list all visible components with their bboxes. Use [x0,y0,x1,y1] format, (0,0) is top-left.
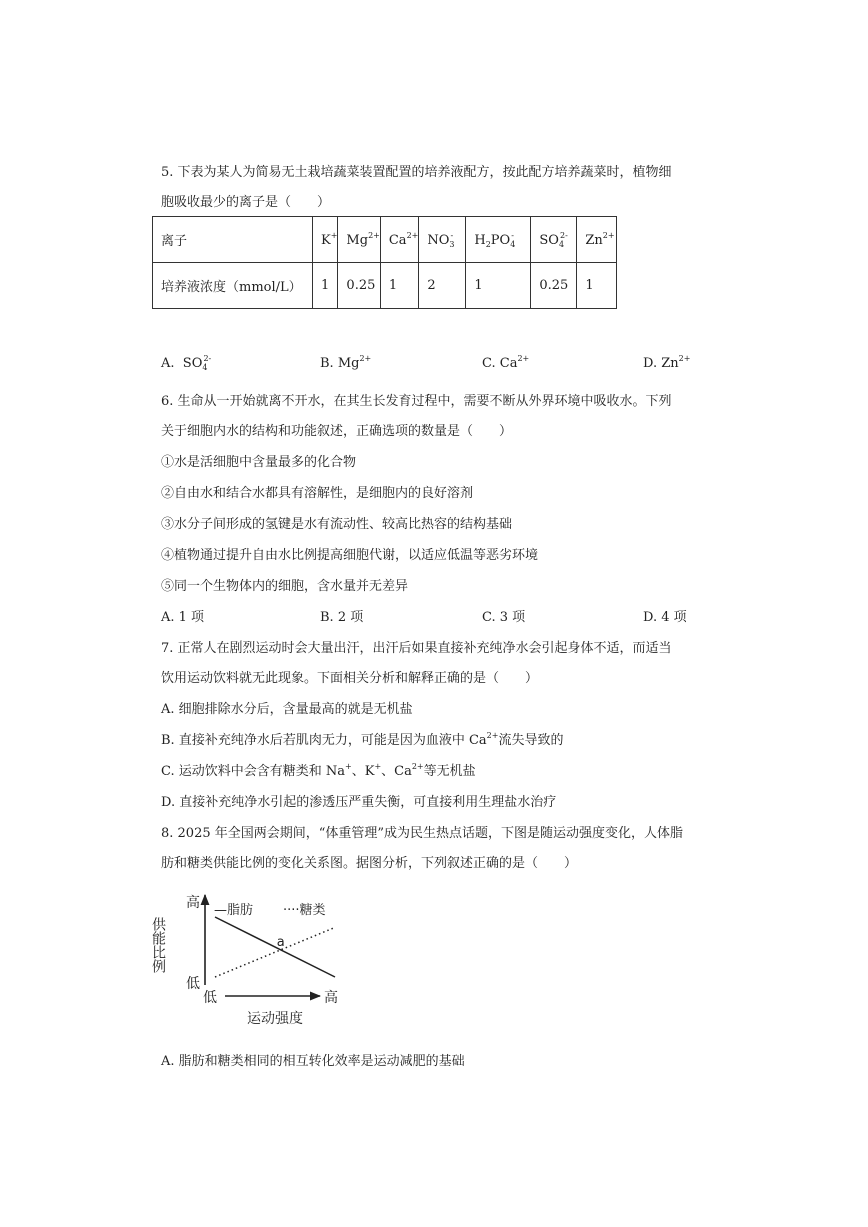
q8-option-a: A. 脂肪和糖类相同的相互转化效率是运动减肥的基础 [161,1054,465,1069]
legend-sugar: ····糖类 [283,903,326,918]
q7-option-a: A. 细胞排除水分后，含量最高的就是无机盐 [161,702,413,717]
plot-area [215,917,335,977]
table-cell: $Mg^{2+}$ [338,217,380,263]
table-cell: $Zn^{2+}$ [577,217,617,263]
q6-option-b: B. 2 项 [320,610,364,625]
q7-option-c: C. 运动饮料中会含有糖类和 Na+、K+、$Ca^{2+}$等无机盐 [161,762,476,779]
x-high-label: 高 [324,990,338,1006]
q6-item: ③水分子间形成的氢键是水有流动性、较高比热容的结构基础 [161,517,513,532]
q6-stem-line2: 关于细胞内水的结构和功能叙述，正确选项的数量是（ ） [161,424,513,439]
q7-option-b: B. 直接补充纯净水后若肌肉无力，可能是因为血液中 $Ca^{2+}$流失导致的 [161,731,564,748]
table-cell: 1 [313,263,338,309]
q5-option-d: D. $Zn^{2+}$ [643,354,691,371]
q7-stem-line2: 饮用运动饮料就无此现象。下面相关分析和解释正确的是（ ） [161,671,539,686]
table-cell: $Ca^{2+}$ [380,217,419,263]
intersection-label: a [276,934,285,950]
q6-item: ④植物通过提升自由水比例提高细胞代谢，以适应低温等恶劣环境 [161,548,539,563]
q6-option-c: C. 3 项 [482,610,526,625]
q6-stem-line1: 6. 生命从一开始就离不开水，在其生长发育过程中，需要不断从外界环境中吸收水。下列 [161,394,672,409]
table-cell: 1 [466,263,531,309]
q5-stem-line1: 5. 下表为某人为简易无土栽培蔬菜装置配置的培养液配方，按此配方培养蔬菜时，植物细 [161,165,672,180]
table-cell: 培养液浓度（mmol/L） [153,263,313,309]
table-cell: 2 [419,263,466,309]
series-line-sugar [215,927,335,977]
q5-option-b: B. $Mg^{2+}$ [320,354,372,371]
y-low-label: 低 [186,976,200,992]
ion-table [152,216,617,309]
table-cell: $H_2PO_4^-$ [466,217,531,263]
q6-item: ⑤同一个生物体内的细胞，含水量并无差异 [161,579,409,594]
table-row [153,217,617,263]
table-row [153,263,617,309]
table-cell: 1 [380,263,419,309]
x-low-label: 低 [203,990,217,1006]
table-cell: 离子 [153,217,313,263]
table-cell: 0.25 [338,263,380,309]
table-cell: K+ [313,217,338,263]
q5-option-c: C. $Ca^{2+}$ [482,354,530,371]
q8-stem-line1: 8. 2025 年全国两会期间，“体重管理”成为民生热点话题，下图是随运动强度变化，人体脂 [161,826,684,841]
legend-fat: —脂肪 [214,903,254,918]
q7-stem-line1: 7. 正常人在剧烈运动时会大量出汗，出汗后如果直接补充纯净水会引起身体不适，而适当 [161,641,672,656]
q8-stem-line2: 肪和糖类供能比例的变化关系图。据图分析，下列叙述正确的是（ ） [161,856,578,871]
table-cell: $SO_4^{2-}$ [531,217,577,263]
q6-option-d: D. 4 项 [643,610,687,625]
q5-stem-line2: 胞吸收最少的离子是（ ） [161,195,331,210]
energy-ratio-chart [150,885,380,1035]
y-high-label: 高 [186,895,200,911]
table-cell: $NO_3^-$ [419,217,466,263]
table-cell: 0.25 [531,263,577,309]
series-line-fat [215,917,335,977]
y-axis-title: 供能比例 [150,917,166,973]
q5-option-a: A. $SO_4^{2-}$ [161,354,212,372]
q7-option-d: D. 直接补充纯净水引起的渗透压严重失衡，可直接利用生理盐水治疗 [161,795,557,810]
q6-item: ①水是活细胞中含量最多的化合物 [161,455,357,470]
table-cell: 1 [577,263,617,309]
q6-option-a: A. 1 项 [161,610,205,625]
x-axis-title: 运动强度 [247,1011,303,1027]
q6-item: ②自由水和结合水都具有溶解性，是细胞内的良好溶剂 [161,486,474,501]
